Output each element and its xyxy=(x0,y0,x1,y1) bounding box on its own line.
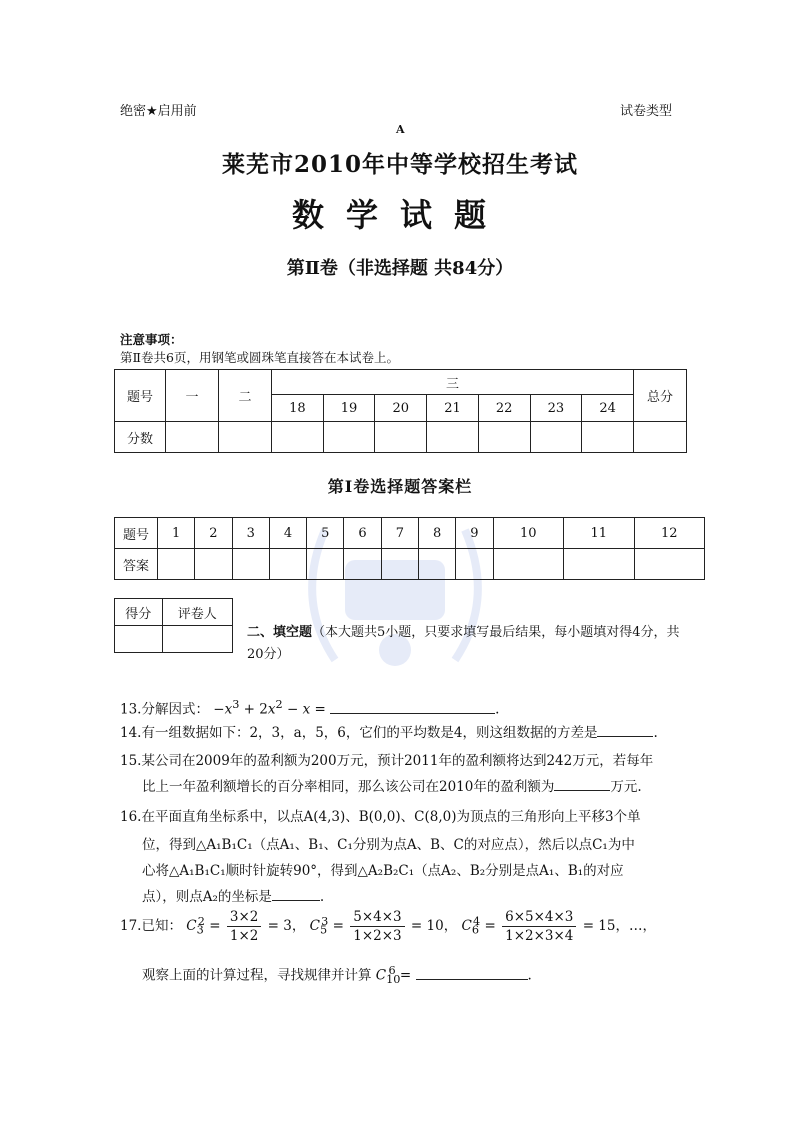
score-table-subcol: 20 xyxy=(375,395,427,422)
answer-cell[interactable] xyxy=(344,549,381,580)
q16-line1: 16.在平面直角坐标系中，以点A(4,3)、B(0,0)、C(8,0)为顶点的三角形向上平移3个单 xyxy=(120,809,641,825)
grader-score-cell[interactable] xyxy=(115,626,163,653)
answer-cell[interactable] xyxy=(269,549,306,580)
q15-line1: 15.某公司在2009年的盈利额为200万元，预计2011年的盈利额将达到242万元，若每年 xyxy=(120,753,654,769)
q16-line2: 位，得到△A₁B₁C₁（点A₁、B₁、C₁分别为点A、B、C的对应点），然后以点C₁为中 xyxy=(142,837,635,853)
answer-cell[interactable] xyxy=(564,549,634,580)
q17-prefix: 17.已知： xyxy=(120,918,182,934)
fill-section-title: 二、填空题 xyxy=(247,625,313,640)
score-cell[interactable] xyxy=(272,422,324,453)
score-table-subcol: 21 xyxy=(427,395,479,422)
answer-cell[interactable] xyxy=(634,549,705,580)
question-15-line2 xyxy=(142,776,642,798)
grader-table xyxy=(114,598,233,653)
score-table xyxy=(114,369,687,453)
score-table-col-three: 三 xyxy=(272,370,634,395)
grader-name-cell[interactable] xyxy=(162,626,232,653)
answer-table-number: 11 xyxy=(564,518,634,549)
q17-answer-blank[interactable] xyxy=(416,965,528,980)
answer-table-question-label: 题号 xyxy=(115,518,158,549)
exam-title: 莱芜市2010年中等学校招生考试 xyxy=(221,151,578,178)
score-cell[interactable] xyxy=(427,422,479,453)
question-17-line2: 观察上面的计算过程，寻找规律并计算 $C_{10}^6$ = . xyxy=(142,964,532,987)
q15-unit: 万元. xyxy=(610,779,642,795)
score-cell[interactable] xyxy=(530,422,582,453)
answer-table-number: 7 xyxy=(381,518,418,549)
score-table-score-label: 分数 xyxy=(115,422,166,453)
q16-line3: 心将△A₁B₁C₁顺时针旋转90°，得到△A₂B₂C₁（点A₂、B₂分别是点A₁、B₁的对应 xyxy=(142,863,624,879)
score-cell[interactable] xyxy=(219,422,272,453)
q14-text: 14.有一组数据如下：2，3，a，5，6，它们的平均数是4，则这组数据的方差是 xyxy=(120,725,598,741)
q13-prefix: 13.分解因式： xyxy=(120,701,209,718)
notes-heading: 注意事项： xyxy=(120,332,183,347)
score-table-subcol: 23 xyxy=(530,395,582,422)
score-table-total-label: 总分 xyxy=(634,370,687,422)
score-table-question-label: 题号 xyxy=(115,370,166,422)
answer-table-number: 2 xyxy=(195,518,232,549)
answer-cell[interactable] xyxy=(158,549,195,580)
question-17: 17.已知： $C_3^2$ = $\frac{3\times 2}{1\times 2}$ = 3， $C_5^3$ = $\frac{5\times 4\times 3}{1\times 2\times 3}$ = 10， $C_6^4$ = $\frac{6\times 5\times 4\times 3}{1\times 2\times 3\times 4}$ = 15，…， xyxy=(120,909,656,944)
paper-type-label: 试卷类型 xyxy=(620,104,673,119)
q15-answer-blank[interactable] xyxy=(554,776,610,791)
score-table-subcol: 19 xyxy=(323,395,375,422)
q14-answer-blank[interactable] xyxy=(597,722,653,737)
answer-table-number: 4 xyxy=(269,518,306,549)
paper-type-mark: A xyxy=(396,123,405,136)
answer-table-number: 12 xyxy=(634,518,705,549)
question-14: 14.有一组数据如下：2，3，a，5，6，它们的平均数是4，则这组数据的方差是 . xyxy=(120,722,658,744)
secret-label: 绝密★启用前 xyxy=(120,104,197,119)
answer-table-number: 5 xyxy=(307,518,344,549)
answer-section-title: 第Ⅰ卷选择题答案栏 xyxy=(327,477,473,496)
fill-section-desc: （本大题共5小题，只要求填写最后结果，每小题填对得4分，共20分） xyxy=(247,625,680,662)
answer-cell[interactable] xyxy=(232,549,269,580)
question-16-line4: 点），则点A₂的坐标是 . xyxy=(142,886,324,908)
score-cell[interactable] xyxy=(478,422,530,453)
q16-answer-blank[interactable] xyxy=(272,886,320,901)
answer-cell[interactable] xyxy=(493,549,563,580)
answer-table-answer-label: 答案 xyxy=(115,549,158,580)
answer-table-number: 10 xyxy=(493,518,563,549)
q13-answer-blank[interactable] xyxy=(330,699,495,714)
notes-text: 第Ⅱ卷共6页，用钢笔或圆珠笔直接答在本试卷上。 xyxy=(120,350,399,365)
subject-title: 数学试题 xyxy=(291,196,508,234)
answer-table-number: 1 xyxy=(158,518,195,549)
answer-cell[interactable] xyxy=(307,549,344,580)
q15-line2: 比上一年盈利额增长的百分率相同，那么该公司在2010年的盈利额为 xyxy=(142,779,555,795)
q16-line4: 点），则点A₂的坐标是 xyxy=(142,889,272,905)
answer-table-number: 8 xyxy=(418,518,455,549)
score-cell[interactable] xyxy=(323,422,375,453)
score-table-subcol: 24 xyxy=(582,395,634,422)
q17-line2: 观察上面的计算过程，寻找规律并计算 xyxy=(142,967,372,984)
answer-table-number: 6 xyxy=(344,518,381,549)
answer-cell[interactable] xyxy=(418,549,455,580)
question-13: 13.分解因式： $-x^3 + 2x^2 - x$ = . xyxy=(120,698,500,718)
answer-table xyxy=(114,517,705,580)
grader-score-label: 得分 xyxy=(115,599,163,626)
answer-table-number: 9 xyxy=(456,518,493,549)
score-table-subcol: 22 xyxy=(478,395,530,422)
fill-section-heading xyxy=(247,622,687,666)
score-cell[interactable] xyxy=(582,422,634,453)
answer-cell[interactable] xyxy=(195,549,232,580)
volume-title: 第Ⅱ卷（非选择题 共84分） xyxy=(286,258,514,279)
answer-cell[interactable] xyxy=(456,549,493,580)
score-cell[interactable] xyxy=(634,422,687,453)
answer-table-number: 3 xyxy=(232,518,269,549)
score-cell[interactable] xyxy=(166,422,219,453)
score-table-col-two: 二 xyxy=(219,370,272,422)
score-table-col-one: 一 xyxy=(166,370,219,422)
score-cell[interactable] xyxy=(375,422,427,453)
grader-name-label: 评卷人 xyxy=(162,599,232,626)
answer-cell[interactable] xyxy=(381,549,418,580)
score-table-subcol: 18 xyxy=(272,395,324,422)
